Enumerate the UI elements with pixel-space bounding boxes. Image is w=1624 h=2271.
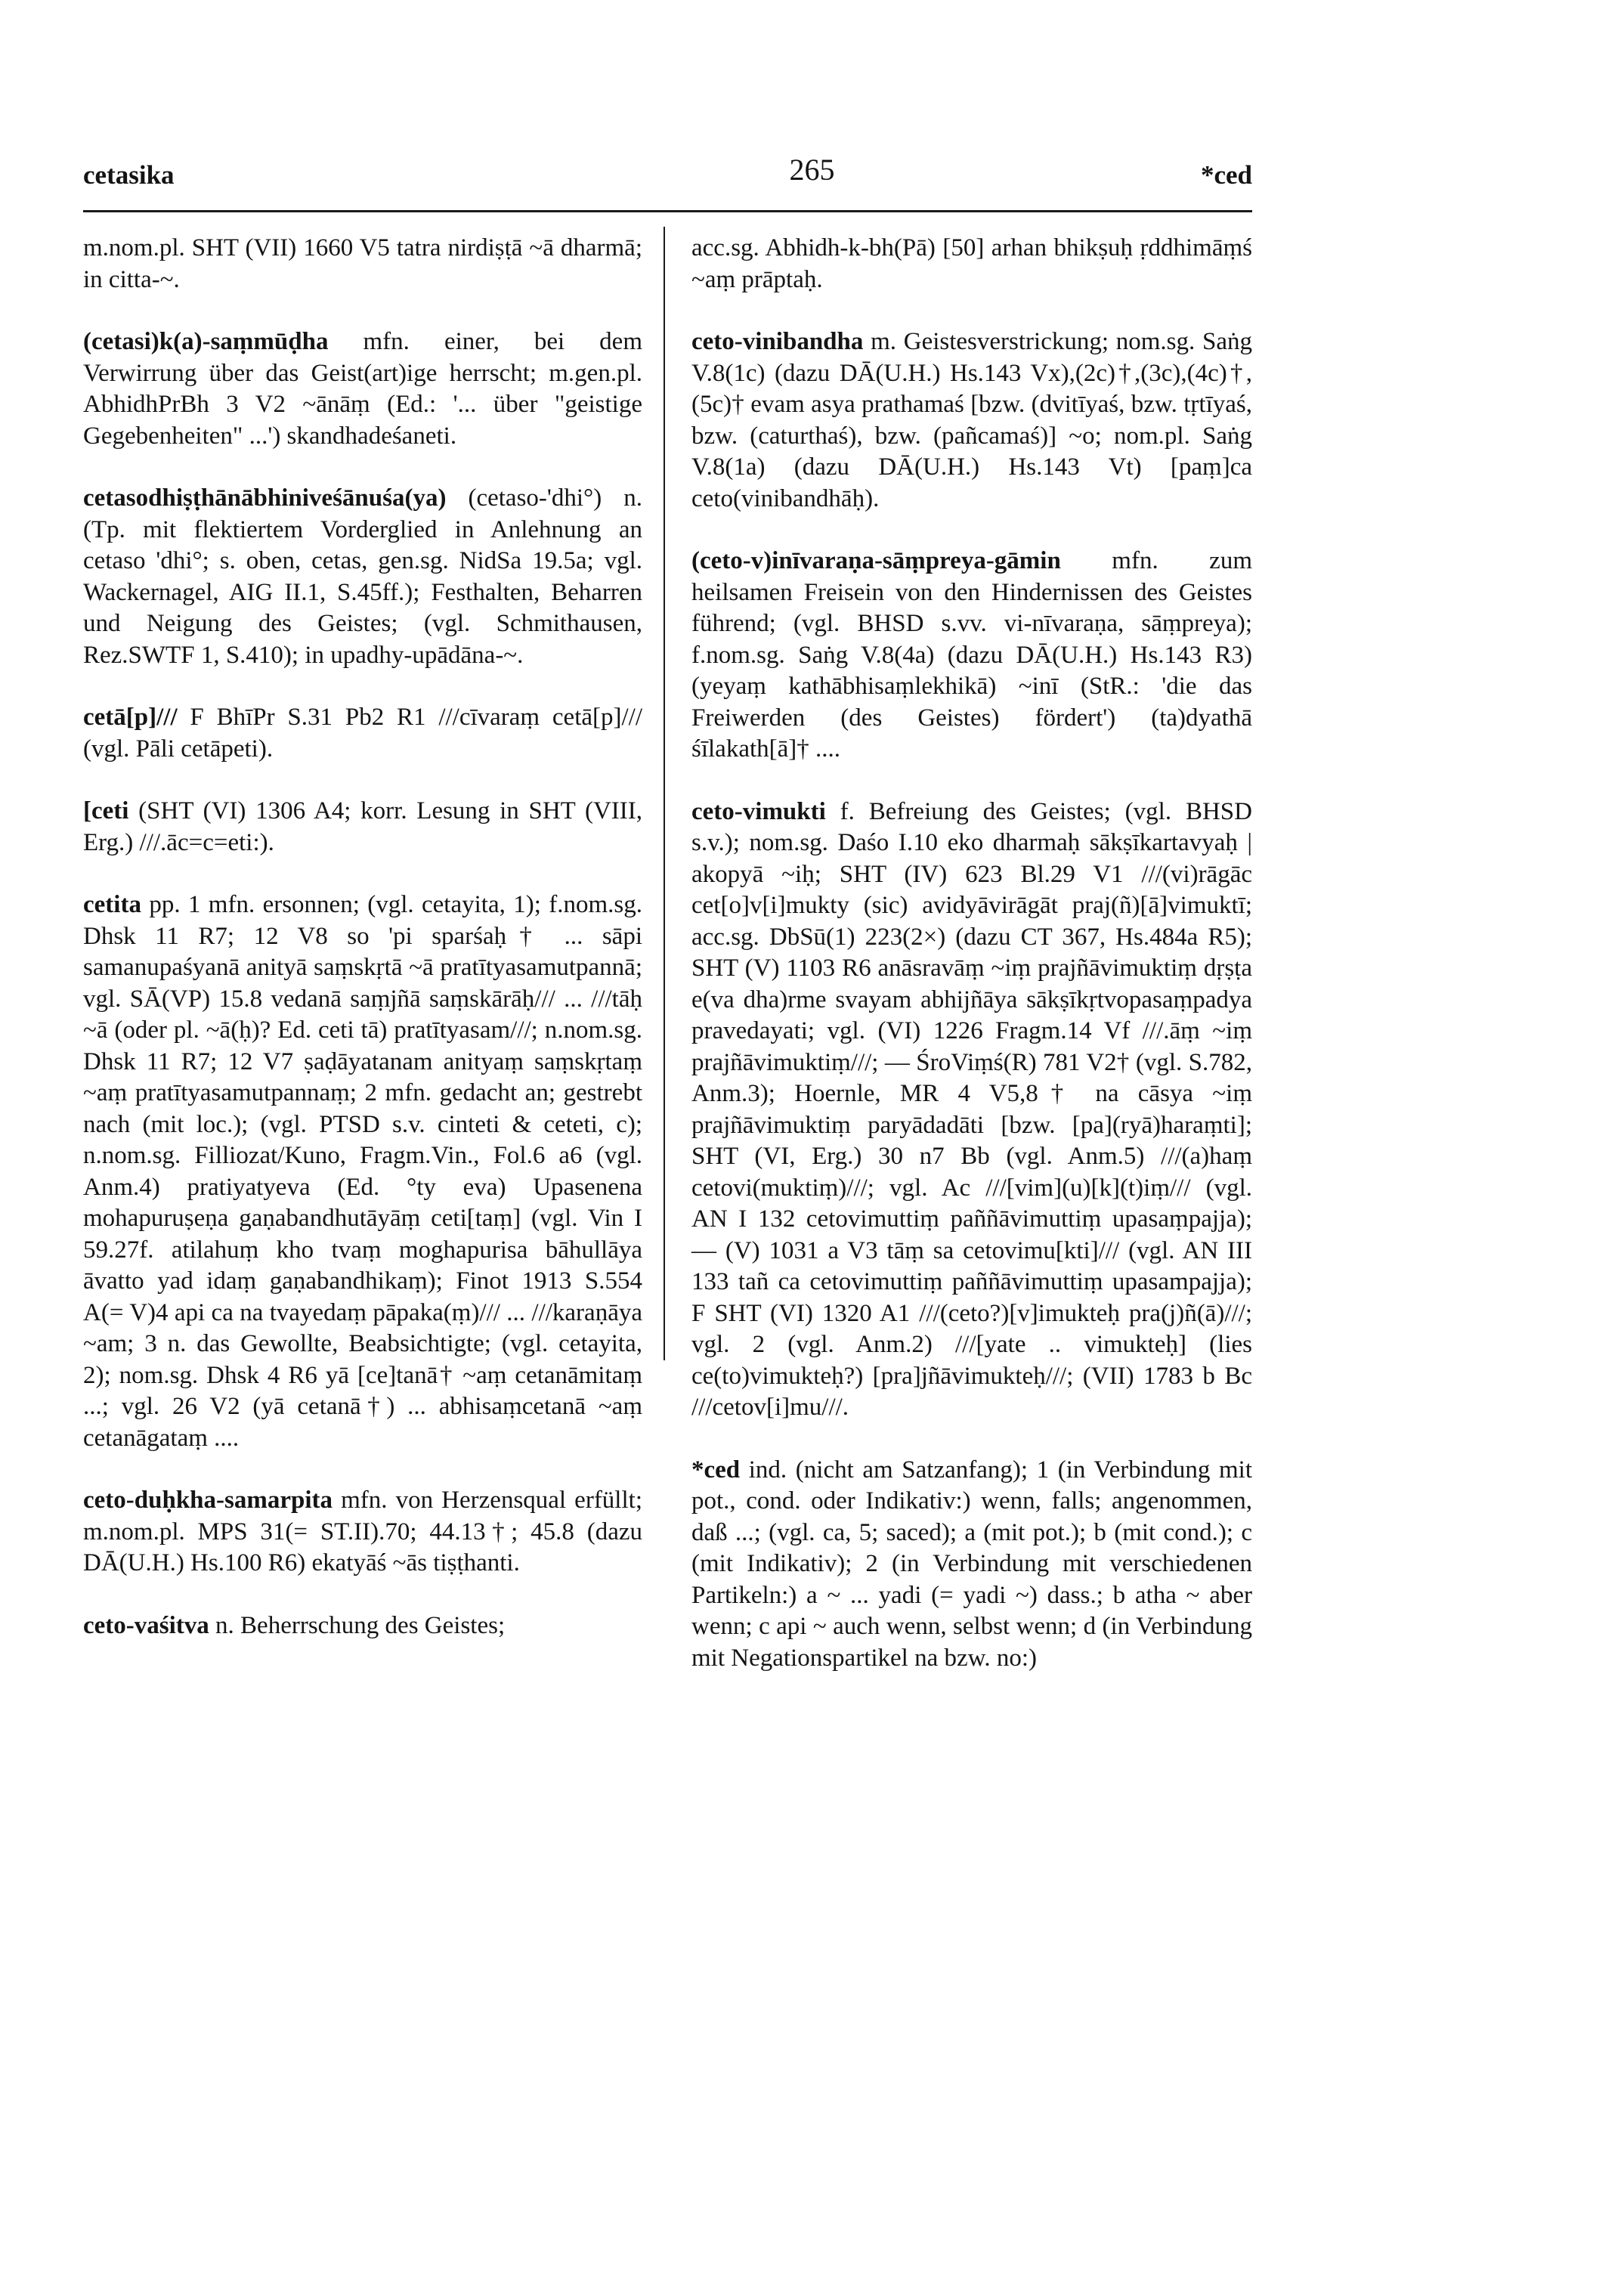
entry: acc.sg. Abhidh-k-bh(Pā) [50] arhan bhikṣuḥ ṛddhimāṃś ~aṃ prāptaḥ. [691, 234, 1252, 293]
page-number: 265 [789, 153, 835, 187]
entry: cetita pp. 1 mfn. ersonnen; (vgl. cetayita, 1); f.nom.sg. Dhsk 11 R7; 12 V8 so 'pi sparśaḥ† ... sāpi samanupaśyanā anityā saṃskṛtā ~ā pratītyasamutpannā; vgl. SĀ(VP) 15.8 vedanā saṃjñā saṃskārāḥ/// ... ///tāḥ ~ā (oder pl. ~ā(ḥ)? Ed. ceti tā) pratītyasam///; n.nom.sg. Dhsk 11 R7; 12 V7 ṣaḍāyatanam anityaṃ saṃskṛtaṃ ~aṃ pratītyasamutpannaṃ; 2 mfn. gedacht an; gestrebt nach (mit loc.); (vgl. PTSD s.v. cinteti & ceteti, c); n.nom.sg. Filliozat/Kuno, Fragm.Vin., Fol.6 a6 (vgl. Anm.4) pratiyatyeva (Ed. °ty eva) Upasenena mohapuruṣeṇa gaṇabandhutāyāṃ ceti[taṃ] (vgl. Vin I 59.27f. atilahuṃ kho tvaṃ moghapurisa bāhullāya āvatto yad idaṃ gaṇabandhikaṃ); Finot 1913 S.554 A(= V)4 api ca na tvayedaṃ pāpaka(ṃ)/// ... ///karaṇāya ~am; 3 n. das Gewollte, Beabsichtigte; (vgl. cetayita, 2); nom.sg. Dhsk 4 R6 yā [ce]tanā† ~aṃ cetanāmitaṃ ...; vgl. 26 V2 (yā cetanā†) ... abhisaṃcetanā ~aṃ cetanāgataṃ .... [83, 891, 642, 1452]
running-head-left: cetasika [83, 160, 175, 190]
entry: cetasodhiṣṭhānābhiniveśānuśa(ya) (cetaso-'dhi°) n. (Tp. mit flektiertem Vorderglied in Anlehnung an cetaso 'dhi°; s. oben, cetas, gen.sg. NidSa 19.5a; vgl. Wackernagel, AIG II.1, S.45ff.); Festhalten, Beharren und Neigung des Geistes; (vgl. Schmithausen, Rez.SWTF 1, S.410); in upadhy-upādāna-~. [83, 484, 642, 669]
entry: (ceto-v)inīvaraṇa-sāṃpreya-gāmin mfn. zum heilsamen Freisein von den Hindernissen des Geistes führend; (vgl. BHSD s.vv. vi-nīvaraṇa, sāṃpreya); f.nom.sg. Saṅg V.8(4a) (dazu DĀ(U.H.) Hs.143 R3) (yeyaṃ kathābhisaṃlekhikā) ~inī (StR.: 'die das Freiwerden (des Geistes) fördert') (ta)dyathā śīlakath[ā]† .... [691, 547, 1252, 763]
entry: cetā[p]/// F BhīPr S.31 Pb2 R1 ///cīvaraṃ cetā[p]/// (vgl. Pāli cetāpeti). [83, 704, 642, 763]
column-divider [664, 227, 665, 1360]
running-head-right: *ced [1200, 160, 1252, 190]
entry: (cetasi)k(a)-saṃmūḍha mfn. einer, bei dem Verwirrung über das Geist(art)ige herrscht; m.gen.pl. AbhidhPrBh 3 V2 ~ānāṃ (Ed.: '... über "geistige Gegebenheiten" ...') skandhadeśaneti. [83, 328, 642, 450]
entry: [ceti (SHT (VI) 1306 A4; korr. Lesung in SHT (VIII, Erg.) ///.āc=c=eti:). [83, 797, 642, 856]
entry: ceto-vaśitva n. Beherrschung des Geistes; [83, 1611, 506, 1639]
entry: *ced ind. (nicht am Satzanfang); 1 (in Verbindung mit pot., cond. oder Indikativ:) wenn, falls; angenommen, daß ...; (vgl. ca, 5; saced); a (mit pot.); b (mit cond.); c (mit Indikativ); 2 (in Verbindung mit verschiedenen Partikeln:) a ~ ... yadi (= yadi ~) dass.; b atha ~ aber wenn; c api ~ auch wenn, selbst wenn; d (in Verbindung mit Negationspartikel na bzw. no:) [691, 1456, 1252, 1672]
entry: ceto-vinibandha m. Geistesverstrickung; nom.sg. Saṅg V.8(1c) (dazu DĀ(U.H.) Hs.143 Vx),(2c)†,(3c),(4c)†,(5c)† evam asya prathamaś [bzw. (dvitīyaś, bzw. tṛtīyaś, bzw. (caturthaś), bzw. (pañcamaś)] ~o; nom.pl. Saṅg V.8(1a) (dazu DĀ(U.H.) Hs.143 Vt) [paṃ]ca ceto(vinibandhāḥ). [691, 328, 1252, 512]
entry: ceto-duḥkha-samarpita mfn. von Herzensqual erfüllt; m.nom.pl. MPS 31(= ST.II).70; 44.13†; 45.8 (dazu DĀ(U.H.) Hs.100 R6) ekatyāś ~ās tiṣṭhanti. [83, 1487, 642, 1576]
header-rule [83, 210, 1252, 212]
entry: m.nom.pl. SHT (VII) 1660 V5 tatra nirdiṣṭā ~ā dharmā; in citta-~. [83, 234, 642, 293]
entry: ceto-vimukti f. Befreiung des Geistes; (vgl. BHSD s.v.); nom.sg. Daśo I.10 eko dharmaḥ sākṣīkartavyaḥ | akopyā ~iḥ; SHT (IV) 623 Bl.29 V1 ///(vi)rāgāc cet[o]v[i]mukty (sic) avidyāvirāgāt praj(ñ)[ā]vimuktī; acc.sg. DbSū(1) 223(2×) (dazu CT 367, Hs.484a R5); SHT (V) 1103 R6 anāsravāṃ ~iṃ prajñāvimuktiṃ dṛṣṭa e(va dha)rme svayam abhijñāya sākṣīkṛtvopasaṃpadya pravedayati; vgl. (VI) 1226 Fragm.14 Vf ///.āṃ ~iṃ prajñāvimuktiṃ///; — ŚroViṃś(R) 781 V2† (vgl. S.782, Anm.3); Hoernle, MR 4 V5,8† na cāsya ~iṃ prajñāvimuktiṃ paryādadāti [bzw. [pa](ryā)haraṃti]; SHT (VI, Erg.) 30 n7 Bb (vgl. Anm.5) ///(a)haṃ cetovi(muktiṃ)///; vgl. Ac ///[vim](u)[k](t)iṃ/// (vgl. AN I 132 cetovimuttiṃ paññāvimuttiṃ upasaṃpajja); — (V) 1031 a V3 tāṃ sa cetovimu[kti]/// (vgl. AN III 133 tañ ca cetovimuttiṃ paññāvimuttiṃ upasampajja); F SHT (VI) 1320 A1 ///(ceto?)[v]imukteḥ pra(j)ñ(ā)///; vgl. 2 (vgl. Anm.2) ///[yate .. vimukteḥ] (lies ce(to)vimukteḥ?) [pra]jñāvimukteḥ///; (VII) 1783 b Bc ///cetov[i]mu///. [691, 797, 1252, 1421]
left-column [83, 233, 642, 1641]
right-column [691, 233, 1252, 1674]
